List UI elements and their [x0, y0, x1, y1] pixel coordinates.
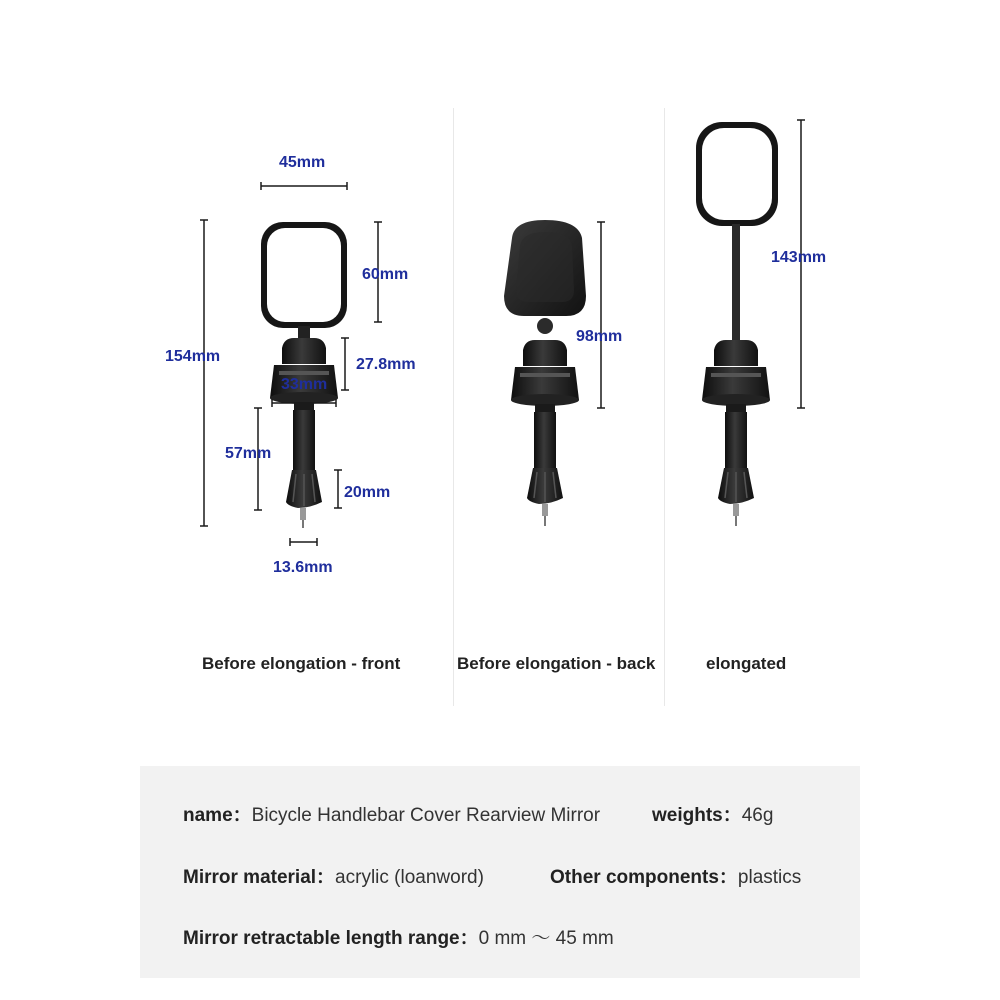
spec-name-key: name：: [183, 805, 252, 826]
front-mirror: [261, 222, 347, 528]
back-dimension-lines: [597, 222, 605, 408]
dim-elongated-height: 143mm: [771, 249, 827, 266]
dim-front-knob-width: 33mm: [281, 376, 328, 393]
spec-material-key: Mirror material：: [183, 867, 336, 888]
dim-front-total-height: 154mm: [165, 348, 221, 365]
dim-front-width: 45mm: [279, 154, 326, 171]
caption-back: Before elongation - back: [457, 654, 656, 673]
spec-range: [183, 923, 614, 950]
spec-weight-key: weights：: [652, 805, 742, 826]
dim-front-knob-height: 27.8mm: [356, 356, 416, 373]
dim-front-mirror-height: 60mm: [362, 266, 409, 283]
dim-front-tip-width: 13.6mm: [273, 559, 333, 576]
spec-other-key: Other components：: [550, 867, 738, 888]
spec-range-value: 0 mm ～ 45 mm: [478, 928, 614, 949]
back-mirror: [504, 220, 586, 526]
spec-range-key: Mirror retractable length range：: [183, 928, 479, 949]
dim-back-height: 98mm: [576, 328, 623, 345]
spec-weight-value: 46g: [741, 805, 774, 826]
elongated-mirror: [696, 122, 778, 526]
spec-other: [550, 862, 801, 889]
spec-material: [183, 862, 484, 889]
caption-front: Before elongation - front: [202, 654, 401, 673]
spec-name-value: Bicycle Handlebar Cover Rearview Mirror: [251, 805, 601, 826]
dim-front-tip-height: 20mm: [344, 484, 391, 501]
caption-elongated: elongated: [706, 654, 787, 673]
spec-other-value: plastics: [737, 867, 802, 888]
spec-material-value: acrylic (loanword): [335, 867, 484, 888]
dim-front-shaft-length: 57mm: [225, 445, 272, 462]
spec-weight: [652, 800, 773, 827]
spec-name: [183, 800, 600, 827]
